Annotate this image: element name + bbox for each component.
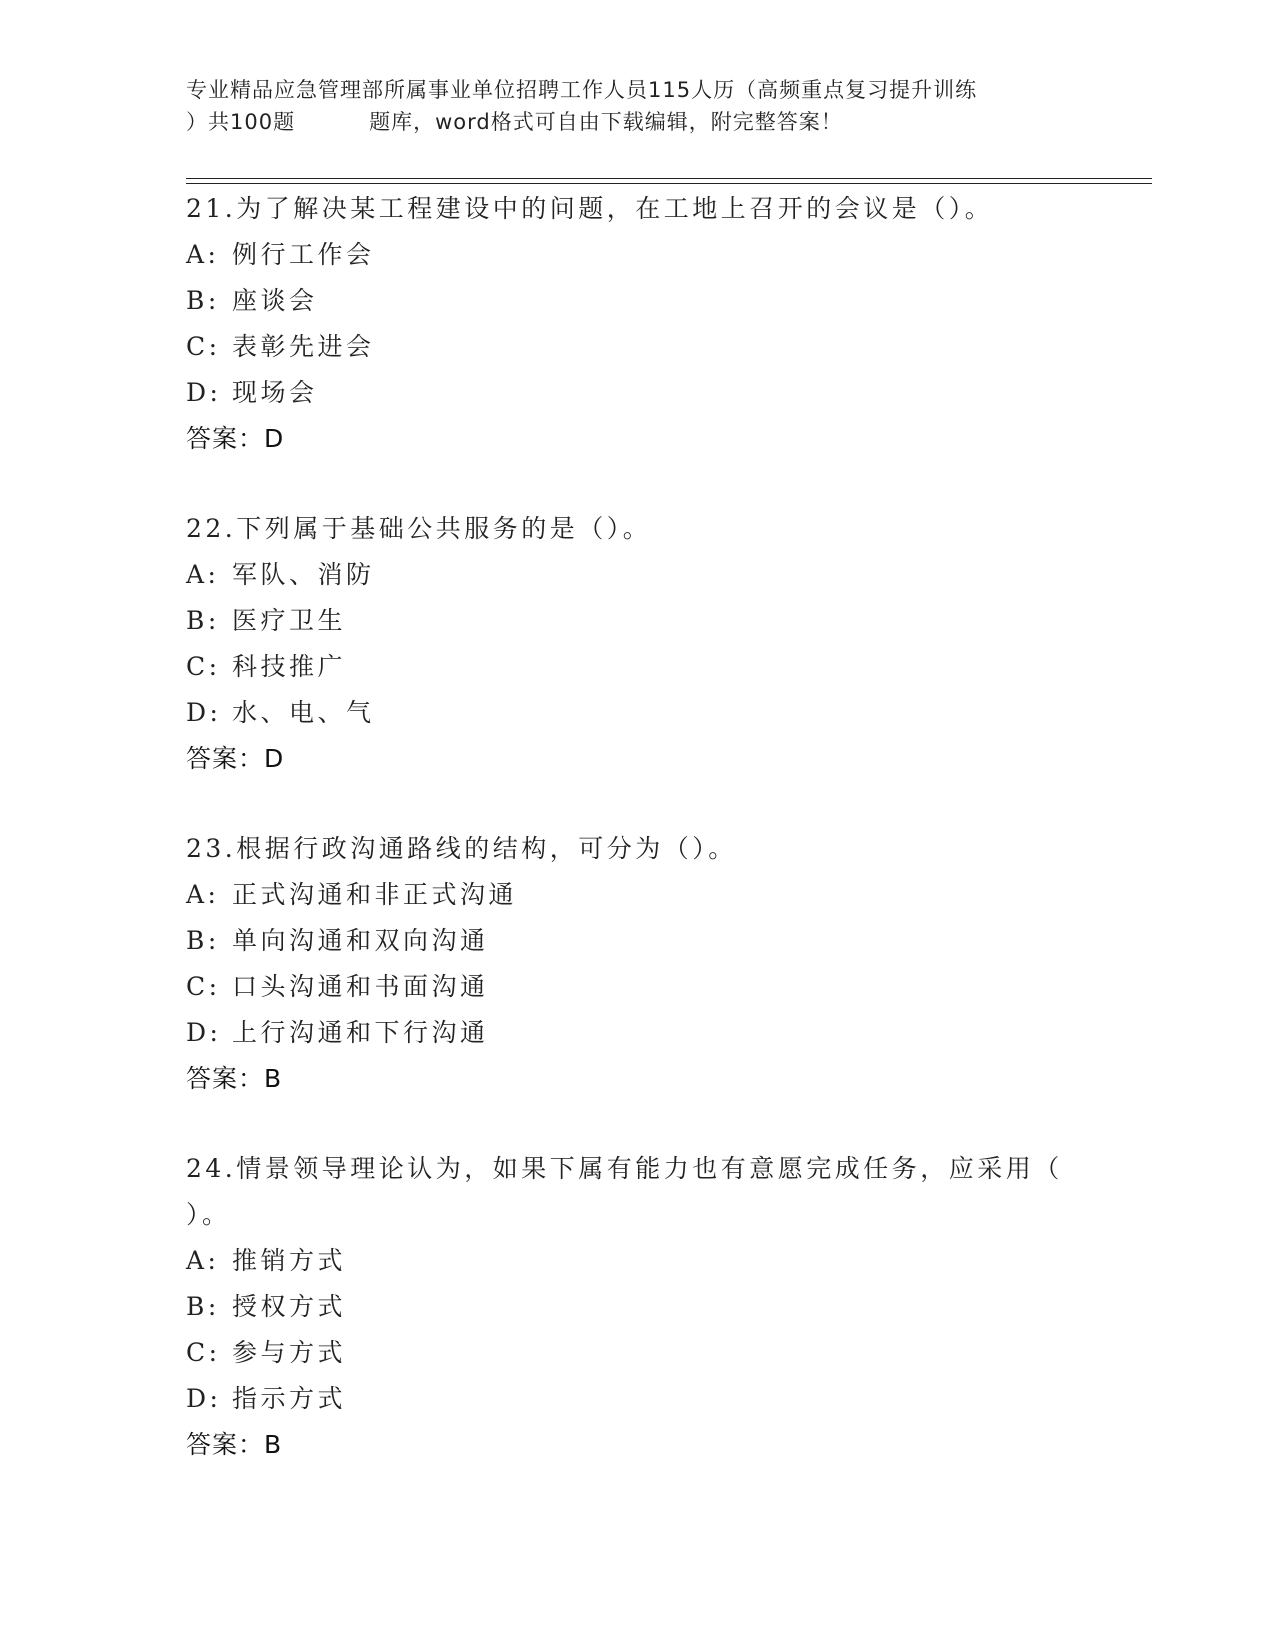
option-d bbox=[186, 370, 1106, 416]
option-letter: D: bbox=[186, 1018, 222, 1047]
option-a bbox=[186, 872, 1106, 918]
option-text: 指示方式 bbox=[232, 1384, 347, 1413]
option-c bbox=[186, 324, 1106, 370]
header-divider-top bbox=[186, 178, 1152, 179]
question-list bbox=[186, 186, 1106, 1468]
option-letter: A: bbox=[186, 560, 220, 589]
answer-line: 答案：B bbox=[186, 1064, 283, 1093]
question-stem-line: 23.根据行政沟通路线的结构，可分为（）。 bbox=[186, 834, 737, 863]
option-letter: C: bbox=[186, 652, 221, 681]
question-stem-line: ）。 bbox=[186, 1200, 231, 1229]
header-line-2-right: 题库，word格式可自由下载编辑，附完整答案！ bbox=[369, 110, 843, 134]
option-letter: C: bbox=[186, 332, 221, 361]
option-text: 医疗卫生 bbox=[232, 606, 347, 635]
option-b bbox=[186, 278, 1106, 324]
option-letter: B: bbox=[186, 1292, 220, 1321]
option-letter: D: bbox=[186, 1384, 222, 1413]
answer-line: 答案：D bbox=[186, 744, 285, 773]
option-a bbox=[186, 232, 1106, 278]
option-text: 授权方式 bbox=[232, 1292, 347, 1321]
option-text: 参与方式 bbox=[232, 1338, 347, 1367]
header-line-1: 专业精品应急管理部所属事业单位招聘工作人员115人历（高频重点复习提升训练 bbox=[186, 78, 978, 102]
option-letter: B: bbox=[186, 926, 220, 955]
option-text: 正式沟通和非正式沟通 bbox=[232, 880, 518, 909]
option-text: 现场会 bbox=[232, 378, 318, 407]
option-b bbox=[186, 1284, 1106, 1330]
option-letter: A: bbox=[186, 1246, 220, 1275]
answer-line: 答案：B bbox=[186, 1430, 283, 1459]
option-c bbox=[186, 1330, 1106, 1376]
option-letter: C: bbox=[186, 1338, 221, 1367]
question-stem bbox=[186, 826, 1106, 872]
option-text: 单向沟通和双向沟通 bbox=[232, 926, 489, 955]
option-letter: B: bbox=[186, 286, 220, 315]
question-22 bbox=[186, 506, 1106, 782]
option-c bbox=[186, 644, 1106, 690]
option-letter: A: bbox=[186, 880, 220, 909]
option-d bbox=[186, 690, 1106, 736]
option-text: 表彰先进会 bbox=[232, 332, 375, 361]
question-21 bbox=[186, 186, 1106, 462]
option-a bbox=[186, 1238, 1106, 1284]
header-divider-bottom bbox=[186, 183, 1152, 184]
option-text: 科技推广 bbox=[232, 652, 347, 681]
question-stem-line: 22.下列属于基础公共服务的是（）。 bbox=[186, 514, 652, 543]
question-stem-line: 21.为了解决某工程建设中的问题，在工地上召开的会议是（）。 bbox=[186, 194, 994, 223]
header-line-2 bbox=[186, 106, 1086, 138]
question-stem-line: 24.情景领导理论认为，如果下属有能力也有意愿完成任务，应采用（ bbox=[186, 1154, 1063, 1183]
question-stem bbox=[186, 186, 1106, 232]
option-letter: A: bbox=[186, 240, 220, 269]
answer-line: 答案：D bbox=[186, 424, 285, 453]
question-23 bbox=[186, 826, 1106, 1102]
option-c bbox=[186, 964, 1106, 1010]
document-header bbox=[186, 74, 1086, 138]
header-line-2-left: ）共100题 bbox=[186, 110, 296, 134]
option-b bbox=[186, 598, 1106, 644]
question-stem bbox=[186, 506, 1106, 552]
option-text: 座谈会 bbox=[232, 286, 318, 315]
option-text: 军队、消防 bbox=[232, 560, 375, 589]
option-text: 例行工作会 bbox=[232, 240, 375, 269]
option-letter: B: bbox=[186, 606, 220, 635]
option-letter: D: bbox=[186, 698, 222, 727]
option-text: 水、电、气 bbox=[232, 698, 375, 727]
option-text: 上行沟通和下行沟通 bbox=[232, 1018, 489, 1047]
option-a bbox=[186, 552, 1106, 598]
option-text: 口头沟通和书面沟通 bbox=[232, 972, 489, 1001]
question-24 bbox=[186, 1146, 1106, 1468]
option-letter: C: bbox=[186, 972, 221, 1001]
option-b bbox=[186, 918, 1106, 964]
option-text: 推销方式 bbox=[232, 1246, 347, 1275]
option-d bbox=[186, 1010, 1106, 1056]
option-letter: D: bbox=[186, 378, 222, 407]
question-stem bbox=[186, 1146, 1106, 1238]
option-d bbox=[186, 1376, 1106, 1422]
